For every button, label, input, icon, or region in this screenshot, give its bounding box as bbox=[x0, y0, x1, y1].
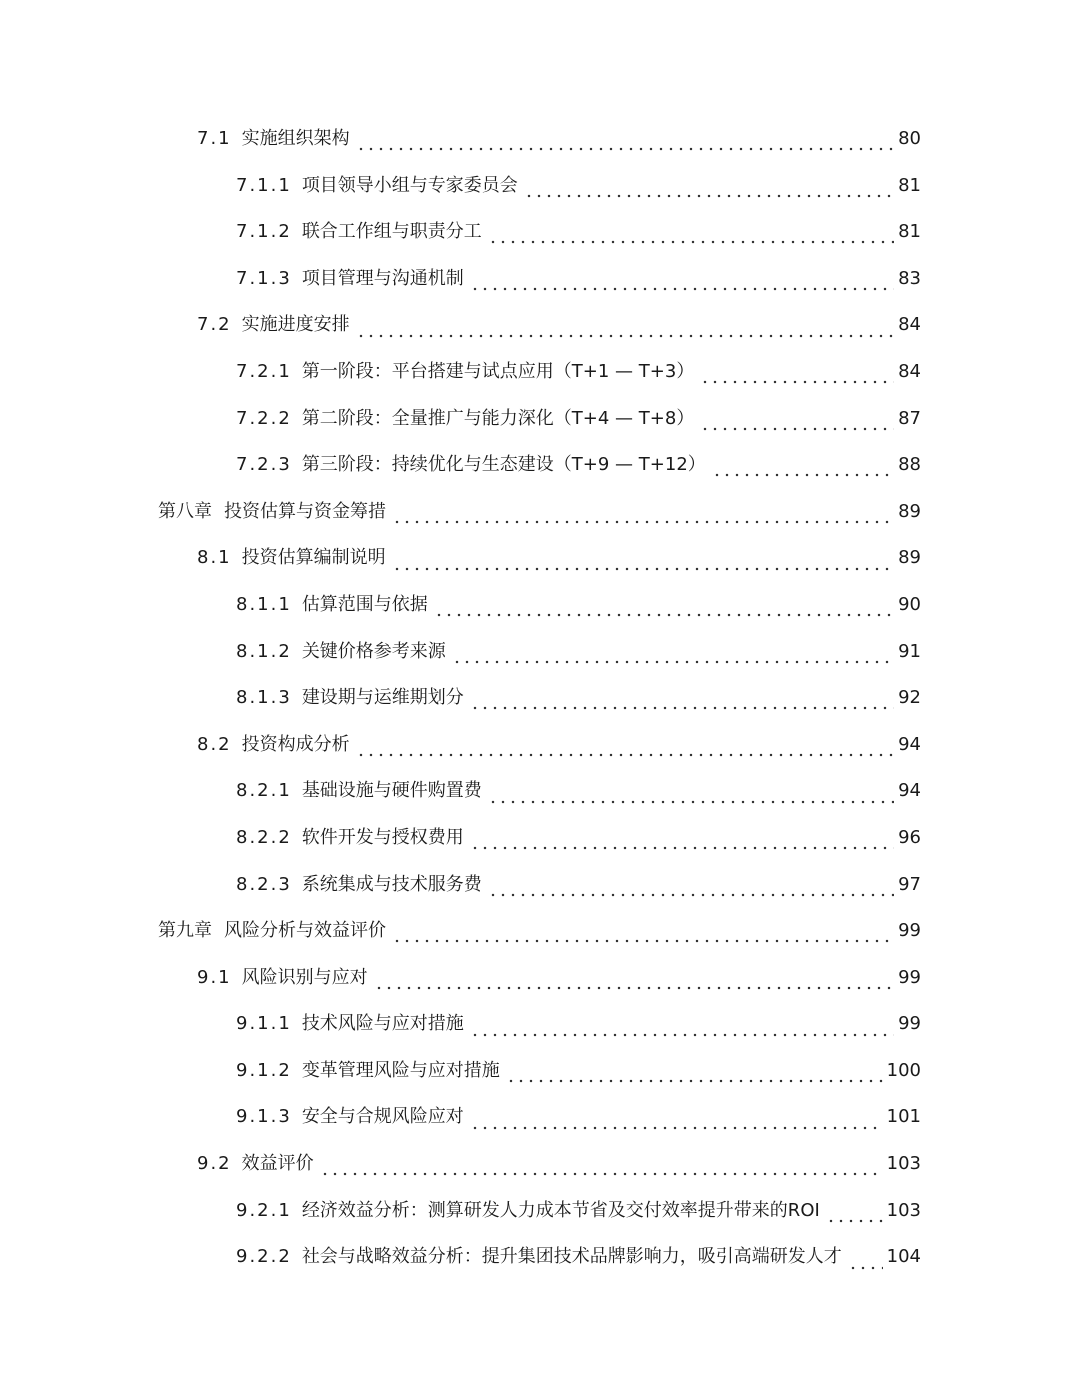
dot-leader bbox=[488, 876, 894, 898]
toc-entry[interactable] bbox=[0, 629, 1080, 676]
toc-entry-number: 9.2.2 bbox=[236, 1246, 292, 1268]
toc-entry-number: 7.1.2 bbox=[236, 221, 292, 243]
dot-leader bbox=[470, 270, 894, 292]
dot-leader bbox=[700, 410, 894, 432]
toc-entry-number: 第九章 bbox=[158, 920, 212, 942]
toc-entry-number: 8.2.2 bbox=[236, 826, 292, 848]
toc-entry-title: 估算范围与依据 bbox=[301, 593, 428, 615]
toc-entry-number: 8.2.1 bbox=[236, 780, 292, 802]
toc-entry-number: 9.1.1 bbox=[236, 1013, 292, 1035]
toc-entry-title: 项目管理与沟通机制 bbox=[301, 267, 464, 289]
toc-entry[interactable] bbox=[0, 1094, 1080, 1141]
toc-entry[interactable] bbox=[0, 256, 1080, 303]
toc-entry-page: 91 bbox=[898, 640, 921, 662]
toc-entry-number: 8.1 bbox=[197, 547, 232, 569]
toc-entry-number: 8.1.3 bbox=[236, 687, 292, 709]
toc-entry-page: 84 bbox=[898, 314, 921, 336]
toc-entry-page: 89 bbox=[898, 547, 921, 569]
toc-entry-number: 7.2 bbox=[197, 314, 232, 336]
toc-entry[interactable] bbox=[0, 209, 1080, 256]
toc-entry-number: 7.1.3 bbox=[236, 267, 292, 289]
toc-entry[interactable] bbox=[0, 722, 1080, 769]
toc-entry-page: 92 bbox=[898, 687, 921, 709]
toc-entry-title: 关键价格参考来源 bbox=[301, 640, 446, 662]
toc-entry-page: 99 bbox=[898, 920, 921, 942]
toc-entry[interactable] bbox=[0, 442, 1080, 489]
toc-entry-page: 103 bbox=[886, 1199, 921, 1221]
toc-entry[interactable] bbox=[0, 1001, 1080, 1048]
toc-entry-page: 87 bbox=[898, 407, 921, 429]
dot-leader bbox=[356, 317, 894, 339]
toc-entry-page: 101 bbox=[886, 1106, 921, 1128]
dot-leader bbox=[452, 643, 894, 665]
toc-entry-title: 第一阶段：平台搭建与试点应用（T+1 — T+3） bbox=[301, 360, 695, 382]
dot-leader bbox=[488, 783, 894, 805]
dot-leader bbox=[392, 503, 894, 525]
toc-entry[interactable] bbox=[0, 116, 1080, 163]
dot-leader bbox=[392, 550, 894, 572]
toc-entry-title: 建设期与运维期划分 bbox=[301, 687, 464, 709]
toc-entry-page: 96 bbox=[898, 826, 921, 848]
toc-entry-page: 94 bbox=[898, 733, 921, 755]
toc-entry-title: 第三阶段：持续优化与生态建设（T+9 — T+12） bbox=[301, 454, 706, 476]
toc-entry-page: 88 bbox=[898, 454, 921, 476]
toc-entry[interactable] bbox=[0, 349, 1080, 396]
toc-entry-page: 81 bbox=[898, 174, 921, 196]
toc-entry-title: 效益评价 bbox=[241, 1153, 314, 1175]
toc-entry-number: 7.2.1 bbox=[236, 360, 292, 382]
toc-entry-page: 94 bbox=[898, 780, 921, 802]
toc-entry[interactable] bbox=[0, 489, 1080, 536]
toc-entry[interactable] bbox=[0, 908, 1080, 955]
toc-entry-number: 7.2.2 bbox=[236, 407, 292, 429]
toc-entry-page: 99 bbox=[898, 1013, 921, 1035]
toc-entry[interactable] bbox=[0, 163, 1080, 210]
toc-entry[interactable] bbox=[0, 675, 1080, 722]
dot-leader bbox=[470, 829, 894, 851]
toc-entry-title: 实施组织架构 bbox=[241, 128, 350, 149]
toc-entry-title: 实施进度安排 bbox=[241, 314, 350, 336]
toc-entry-number: 9.1.3 bbox=[236, 1106, 292, 1128]
toc-entry-number: 7.1 bbox=[197, 128, 232, 149]
dot-leader bbox=[470, 1109, 883, 1131]
toc-entry-page: 104 bbox=[886, 1246, 921, 1268]
toc-entry[interactable] bbox=[0, 955, 1080, 1002]
dot-leader bbox=[700, 363, 894, 385]
toc-entry-title: 技术风险与应对措施 bbox=[301, 1013, 464, 1035]
dot-leader bbox=[392, 922, 894, 944]
toc-entry-title: 变革管理风险与应对措施 bbox=[301, 1059, 500, 1081]
toc-entry-page: 84 bbox=[898, 360, 921, 382]
dot-leader bbox=[506, 1062, 883, 1084]
toc-entry-title: 软件开发与授权费用 bbox=[301, 826, 464, 848]
toc-entry-title: 风险识别与应对 bbox=[241, 966, 368, 988]
toc-entry-number: 8.2 bbox=[197, 733, 232, 755]
dot-leader bbox=[524, 177, 894, 199]
toc-entry-number: 8.1.2 bbox=[236, 640, 292, 662]
toc-entry[interactable] bbox=[0, 1048, 1080, 1095]
toc-entry[interactable] bbox=[0, 582, 1080, 629]
dot-leader bbox=[374, 969, 894, 991]
toc-entry-number: 9.1.2 bbox=[236, 1059, 292, 1081]
toc-entry-title: 投资估算编制说明 bbox=[241, 547, 386, 569]
toc-entry[interactable] bbox=[0, 302, 1080, 349]
toc-entry-page: 90 bbox=[898, 593, 921, 615]
toc-entry-title: 经济效益分析：测算研发人力成本节省及交付效率提升带来的ROI bbox=[301, 1199, 820, 1221]
toc-entry-title: 投资估算与资金筹措 bbox=[224, 500, 386, 522]
toc-entry-number: 7.1.1 bbox=[236, 174, 292, 196]
dot-leader bbox=[356, 736, 894, 758]
toc-entry[interactable] bbox=[0, 815, 1080, 862]
toc-entry[interactable] bbox=[0, 1234, 1080, 1281]
dot-leader bbox=[320, 1155, 883, 1177]
toc-entry-title: 第二阶段：全量推广与能力深化（T+4 — T+8） bbox=[301, 407, 695, 429]
toc-entry-page: 99 bbox=[898, 966, 921, 988]
toc-entry-title: 系统集成与技术服务费 bbox=[301, 873, 482, 895]
dot-leader bbox=[356, 130, 894, 152]
toc-entry-number: 9.2 bbox=[197, 1153, 232, 1175]
dot-leader bbox=[826, 1202, 883, 1224]
toc-entry[interactable] bbox=[0, 1141, 1080, 1188]
toc-entry[interactable] bbox=[0, 535, 1080, 582]
toc-entry-page: 103 bbox=[886, 1153, 921, 1175]
toc-entry-number: 8.1.1 bbox=[236, 593, 292, 615]
toc-entry[interactable] bbox=[0, 1188, 1080, 1235]
toc-entry-title: 社会与战略效益分析：提升集团技术品牌影响力，吸引高端研发人才 bbox=[301, 1246, 842, 1268]
toc-entry-page: 97 bbox=[898, 873, 921, 895]
toc-entry-number: 9.2.1 bbox=[236, 1199, 292, 1221]
toc-entry-page: 100 bbox=[886, 1059, 921, 1081]
table-of-contents bbox=[0, 116, 1080, 1281]
toc-entry-page: 80 bbox=[898, 128, 921, 149]
toc-entry-page: 89 bbox=[898, 500, 921, 522]
toc-entry[interactable] bbox=[0, 768, 1080, 815]
toc-entry[interactable] bbox=[0, 396, 1080, 443]
toc-entry-page: 81 bbox=[898, 221, 921, 243]
toc-entry-number: 8.2.3 bbox=[236, 873, 292, 895]
dot-leader bbox=[848, 1249, 883, 1271]
toc-entry-number: 第八章 bbox=[158, 500, 212, 522]
toc-entry[interactable] bbox=[0, 862, 1080, 909]
toc-entry-title: 风险分析与效益评价 bbox=[224, 920, 386, 942]
toc-entry-title: 项目领导小组与专家委员会 bbox=[301, 174, 518, 196]
toc-entry-number: 9.1 bbox=[197, 966, 232, 988]
toc-entry-title: 基础设施与硬件购置费 bbox=[301, 780, 482, 802]
toc-entry-title: 投资构成分析 bbox=[241, 733, 350, 755]
toc-entry-title: 安全与合规风险应对 bbox=[301, 1106, 464, 1128]
dot-leader bbox=[470, 1016, 894, 1038]
toc-entry-title: 联合工作组与职责分工 bbox=[301, 221, 482, 243]
dot-leader bbox=[488, 223, 894, 245]
dot-leader bbox=[712, 456, 894, 478]
toc-entry-number: 7.2.3 bbox=[236, 454, 292, 476]
dot-leader bbox=[434, 596, 894, 618]
toc-entry-page: 83 bbox=[898, 267, 921, 289]
dot-leader bbox=[470, 689, 894, 711]
